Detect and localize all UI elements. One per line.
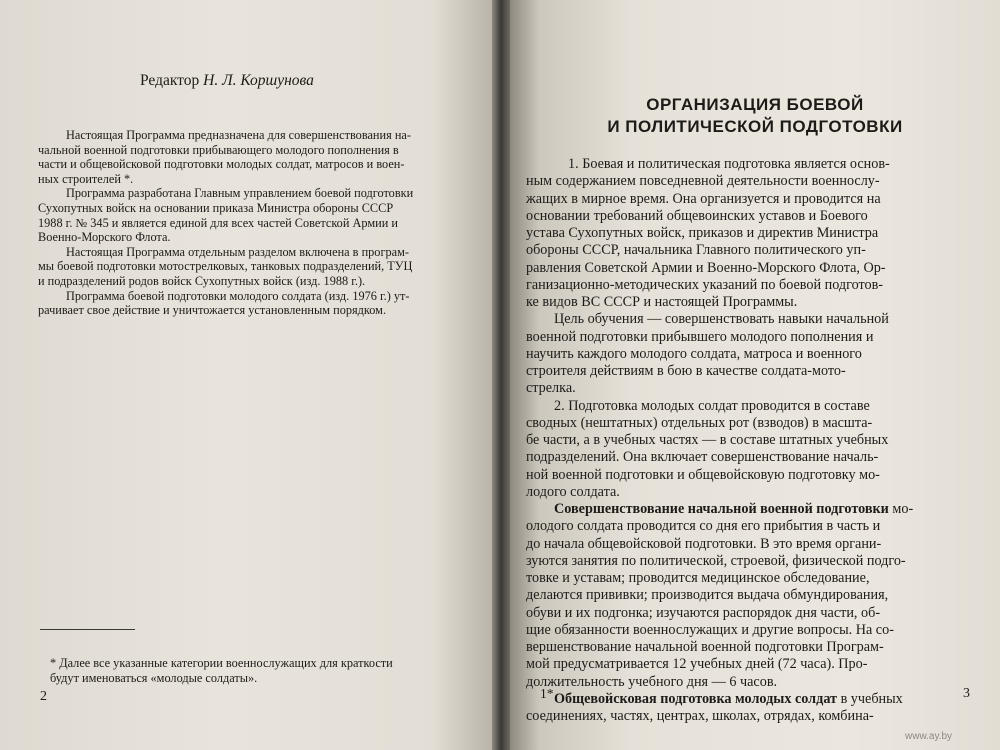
body-line: должительность учебного дня — 6 часов.	[526, 673, 778, 690]
body-line: ным содержанием повседневной деятельности военнослу-	[526, 173, 880, 190]
page-number-right: 3	[963, 686, 970, 701]
body-line: ганизационно-методических указаний по боевой подготов-	[526, 276, 884, 293]
watermark: www.ay.by	[905, 731, 953, 742]
editor-name: Н. Л. Коршунова	[203, 72, 314, 89]
body-line: товке и уставам; проводится медицинское обследование,	[526, 570, 870, 586]
intro-line: части и общевойсковой подготовки молодых солдат, матросов и воен-	[38, 157, 405, 172]
body-line: лодого солдата.	[526, 483, 620, 500]
body-line: бе части, а в учебных частях — в составе штатных учебных	[526, 432, 889, 448]
intro-line: 1988 г. № 345 и является единой для всех частей Советской Армии и	[38, 215, 398, 230]
body-line: щие обязанности военнослужащих и другие вопросы. На со-	[526, 621, 894, 638]
body-line: равления Советской Армии и Военно-Морского Флота, Ор-	[526, 259, 886, 276]
intro-line: Настоящая Программа отдельным разделом включена в програм-	[66, 244, 409, 259]
body-line: подразделений. Она включает совершенствование началь-	[526, 449, 879, 466]
body-line: олодого солдата проводится со дня его прибытия в часть и	[526, 518, 881, 535]
body-line: обуви и их подгонка; изучаются распорядок дня части, об-	[526, 604, 881, 621]
intro-line: и подразделений родов войск Сухопутных войск (изд. 1988 г.).	[38, 274, 366, 288]
editor-label: Редактор	[140, 72, 200, 89]
intro-line: Настоящая Программа предназначена для совершенствования на-	[66, 128, 411, 142]
body-line: 2. Подготовка молодых солдат проводится в составе	[554, 397, 870, 414]
body-line-bold-lead	[554, 691, 903, 708]
body-line: ной военной подготовки и общевойсковую подготовку мо-	[526, 466, 880, 483]
bold-term: Совершенствование начальной военной подготовки	[554, 501, 889, 517]
body-line: вершенствование начальной военной подготовки Програм-	[526, 639, 884, 655]
body-line: жащих в мирное время. Она организуется и проводится на	[526, 190, 881, 207]
body-line: мой предусматривается 12 учебных дней (72 часа). Про-	[526, 656, 868, 673]
section-heading	[510, 94, 1000, 138]
body-line: основании требований общевоинских уставов и Боевого	[526, 207, 868, 224]
body-line: стрелка.	[526, 380, 576, 397]
body-line: устава Сухопутных войск, приказов и директив Министра	[526, 225, 879, 241]
body-line: ке видов ВС СССР и настоящей Программы.	[526, 294, 798, 310]
body-line: военной подготовки прибывшего молодого пополнения и	[526, 328, 874, 345]
body-line: 1. Боевая и политическая подготовка является основ-	[568, 156, 890, 172]
heading-line: И ПОЛИТИЧЕСКОЙ ПОДГОТОВКИ	[607, 117, 903, 136]
body-text-run: мо-	[888, 501, 914, 517]
intro-line: ных строителей *.	[38, 171, 134, 186]
heading-line: ОРГАНИЗАЦИЯ БОЕВОЙ	[646, 95, 864, 114]
body-line: строителя действиям в бою в качестве солдата-мото-	[526, 363, 846, 379]
bold-term: Общевойсковая подготовка молодых солдат	[554, 690, 838, 707]
footnote-line: * Далее все указанные категории военнослужащих для краткости	[50, 656, 393, 670]
body-line: Цель обучения — совершенствовать навыки начальной	[554, 311, 889, 328]
body-text-run: в учебных	[837, 690, 903, 707]
book-spine	[492, 0, 510, 750]
body-line: обороны СССР, начальника Главного политического уп-	[526, 242, 866, 259]
body-line: делаются прививки; производится выдача обмундирования,	[526, 587, 889, 604]
body-line: сводных (нештатных) отдельных рот (взводов) в масшта-	[526, 414, 873, 431]
intro-line: чальной военной подготовки прибывающего молодого пополнения в	[38, 142, 399, 157]
right-page	[510, 0, 1000, 750]
editor-credit	[140, 72, 314, 90]
footnote-line: будут именоваться «молодые солдаты».	[50, 671, 258, 685]
body-line: научить каждого молодого солдата, матроса и военного	[526, 345, 862, 362]
body-line: до начала общевойсковой подготовки. В это время органи-	[526, 535, 882, 552]
page-number-left: 2	[40, 689, 47, 704]
body-line-bold-lead	[554, 501, 913, 518]
footnote-divider	[40, 629, 135, 630]
signature-mark: 1*	[540, 686, 554, 701]
intro-line: Военно-Морского Флота.	[38, 230, 171, 245]
left-page	[0, 0, 492, 750]
intro-line: рачивает свое действие и уничтожается установленным порядком.	[38, 303, 387, 318]
intro-line: Программа разработана Главным управлением боевой подготовки	[66, 186, 414, 201]
intro-line: Программа боевой подготовки молодого солдата (изд. 1976 г.) ут-	[66, 288, 410, 303]
intro-line: Сухопутных войск на основании приказа Министра обороны СССР	[38, 201, 394, 215]
body-line: зуются занятия по политической, строевой, физической подго-	[526, 552, 906, 569]
intro-line: мы боевой подготовки мотострелковых, танковых подразделений, ТУЦ	[38, 259, 413, 274]
body-line: соединениях, частях, центрах, школах, отрядах, комбина-	[526, 708, 874, 724]
